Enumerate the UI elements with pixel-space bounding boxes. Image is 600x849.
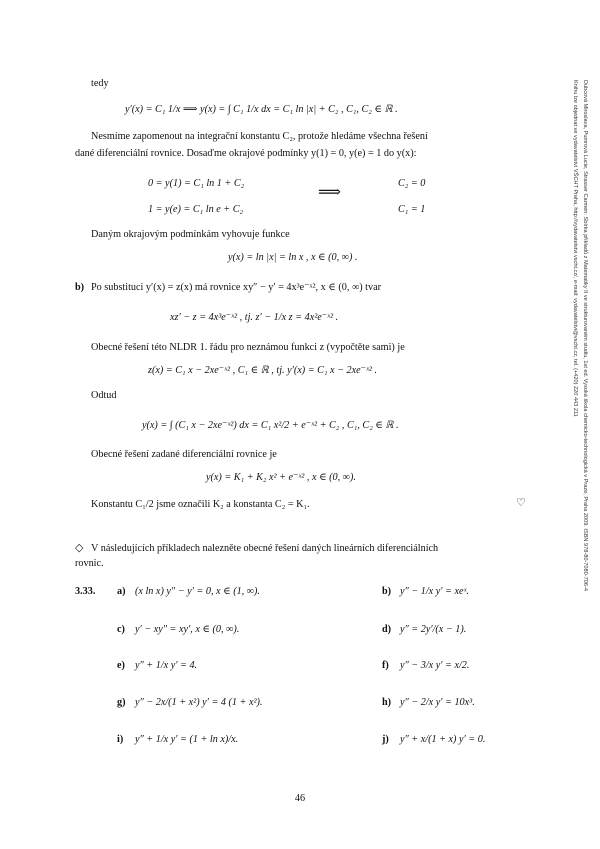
exercise-equation: y″ = 2y′/(x − 1). bbox=[400, 624, 467, 635]
paragraph-4: Obecné řešení zadané diferenciální rovnice je bbox=[91, 449, 277, 460]
system-right-2: C₁ = 1 bbox=[398, 204, 426, 215]
exercise-equation: y″ − 1/x y′ = xeˣ. bbox=[400, 586, 469, 597]
exercise-equation: y″ + x/(1 + x) y′ = 0. bbox=[400, 734, 486, 745]
exercise-number: 3.33. bbox=[75, 586, 96, 597]
paragraph-2: Daným okrajovým podmínkám vyhovuje funkce bbox=[91, 229, 290, 240]
paragraph-3: Obecné řešení této NLDR 1. řádu pro neznámou funkci z (vypočtěte sami) je bbox=[91, 342, 405, 353]
exercise-label: h) bbox=[382, 697, 392, 708]
paragraph-1b: dané diferenciální rovnice. Dosaďme okrajové podmínky y(1) = 0, y(e) = 1 do y(x): bbox=[75, 148, 417, 159]
part-b-label: b) bbox=[75, 282, 85, 293]
exercise-equation: y″ − 2x/(1 + x²) y′ = 4 (1 + x²). bbox=[135, 697, 263, 708]
equation-integral-2: y(x) = ∫ (C₁ x − 2xe⁻ˣ²) dx = C₁ x²/2 + e⁻ˣ² + C₂ , C₁, C₂ ∈ ℝ . bbox=[142, 420, 399, 431]
exercise-label: f) bbox=[382, 660, 389, 671]
exercise-label: b) bbox=[382, 586, 392, 597]
paragraph-1a: Nesmíme zapomenout na integrační konstantu C₂, protože hledáme všechna řešení bbox=[91, 131, 428, 142]
system-left-2: 1 = y(e) = C₁ ln e + C₂ bbox=[148, 204, 244, 215]
exercise-label: g) bbox=[117, 697, 126, 708]
equation-general-solution: y(x) = K₁ + K₂ x² + e⁻ˣ² , x ∈ (0, ∞). bbox=[206, 472, 356, 483]
equation-z-solution: z(x) = C₁ x − 2xe⁻ˣ² , C₁ ∈ ℝ , tj. y′(x) = C₁ x − 2xe⁻ˣ² . bbox=[148, 365, 378, 376]
part-b-text: Po substituci y′(x) = z(x) má rovnice xy″ − y′ = 4x³e⁻ˣ², x ∈ (0, ∞) tvar bbox=[91, 282, 381, 293]
text-odtud: Odtud bbox=[91, 390, 117, 401]
system-right-1: C₂ = 0 bbox=[398, 178, 426, 189]
exercise-label: i) bbox=[117, 734, 124, 745]
exercise-label: d) bbox=[382, 624, 392, 635]
exercise-equation: y″ + 1/x y′ = 4. bbox=[135, 660, 198, 671]
equation-solution-a: y(x) = ln |x| = ln x , x ∈ (0, ∞) . bbox=[228, 252, 358, 263]
implies-arrow: ⟹ bbox=[318, 184, 341, 201]
end-of-example-icon: ♡ bbox=[516, 496, 526, 509]
side-citation bbox=[560, 80, 600, 780]
exercise-equation: y″ + 1/x y′ = (1 + ln x)/x. bbox=[135, 734, 239, 745]
exercise-equation: y′ − xy″ = xy′, x ∈ (0, ∞). bbox=[135, 624, 240, 635]
text-tedy: tedy bbox=[91, 78, 109, 89]
exercise-marker-icon: ◇ bbox=[75, 541, 84, 554]
citation-line-1: Dubcová Miroslava, Pumrová Lucie, Strasser Carmen: Sbírka příkladů z Matematiky II ve strukturovaném studiu, 1st ed. Vysoká škola chemicko-technologická v Praze, Praha 2009. ISBN 978-80-7080-706-4 bbox=[582, 80, 588, 591]
exercise-equation: (x ln x) y″ − y′ = 0, x ∈ (1, ∞). bbox=[135, 586, 260, 597]
paragraph-5: Konstantu C₁/2 jsme označili K₂ a konstanta C₂ = K₁. bbox=[91, 499, 310, 510]
page-number: 46 bbox=[294, 793, 306, 804]
exercise-label: e) bbox=[117, 660, 125, 671]
exercise-equation: y″ − 2/x y′ = 10x³. bbox=[400, 697, 475, 708]
equation-integral-1: y′(x) = C₁ 1/x ⟹ y(x) = ∫ C₁ 1/x dx = C₁ ln |x| + C₂ , C₁, C₂ ∈ ℝ . bbox=[125, 104, 398, 115]
task-text-2: rovnic. bbox=[75, 558, 104, 569]
citation-line-2: Knihu lze objednat ve vydavatelství VŠCHT Praha, http://vydavatelstvi.vscht.cz/, e-mail: vydavatelstvi@vscht.cz, tel. (+420) 220 443 211 bbox=[572, 80, 578, 417]
exercise-equation: y″ − 3/x y′ = x/2. bbox=[400, 660, 470, 671]
exercise-label: j) bbox=[382, 734, 389, 745]
exercise-label: a) bbox=[117, 586, 126, 597]
exercise-label: c) bbox=[117, 624, 125, 635]
task-text-1: V následujících příkladech nalezněte obecné řešení daných lineárních diferenciálních bbox=[91, 543, 439, 554]
equation-substituted: xz′ − z = 4x³e⁻ˣ² , tj. z′ − 1/x z = 4x²e⁻ˣ² . bbox=[170, 312, 339, 323]
system-left-1: 0 = y(1) = C₁ ln 1 + C₂ bbox=[148, 178, 245, 189]
